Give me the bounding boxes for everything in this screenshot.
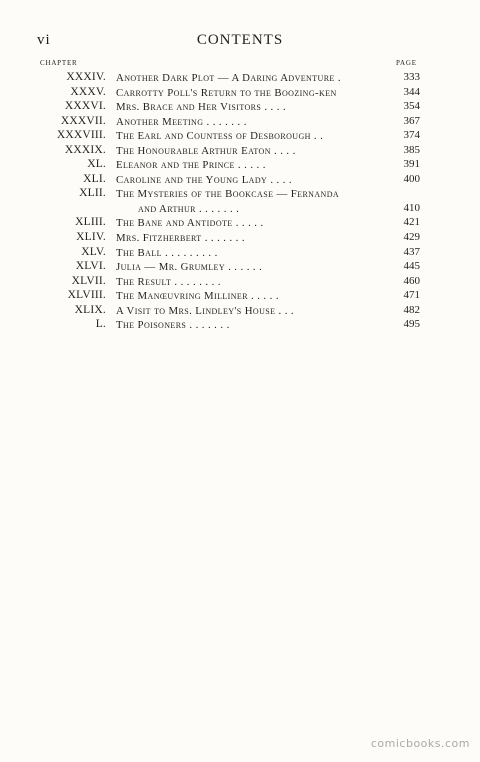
toc-entry [0,289,480,304]
toc-entry [0,115,480,130]
toc-entry [0,71,480,86]
page-ref: 367 [403,114,420,127]
chapter-title: The Ball . . . . . . . . . [116,246,218,259]
toc-entry [0,187,480,216]
chapter-title-line-2: and Arthur . . . . . . . [138,202,240,215]
toc-entry [0,216,480,231]
chapter-number: XLI. [83,172,106,185]
page-ref: 344 [403,85,420,98]
chapter-title: Mrs. Brace and Her Visitors . . . . [116,101,287,114]
chapter-number: XLVIII. [67,289,106,302]
toc-entry [0,318,480,333]
page-ref: 429 [403,231,420,244]
page-ref: 460 [403,274,420,287]
chapter-number: XXXVIII. [56,129,106,142]
page-ref: 333 [403,71,420,83]
page-ref: 391 [403,158,420,171]
chapter-number: XLVI. [75,260,106,273]
page-ref: 445 [403,260,420,273]
chapter-number: XLVII. [71,274,106,287]
page-number: vi [37,32,51,48]
chapter-title: Another Dark Plot — A Daring Adventure . [116,72,341,84]
chapter-number: XLIV. [76,231,106,244]
chapter-title: Mrs. Fitzherbert . . . . . . . [116,232,245,245]
chapter-column-label: CHAPTER [40,59,78,67]
chapter-title: Carrotty Poll's Return to the Boozing-ken [116,86,337,99]
chapter-title: The Result . . . . . . . . [116,275,221,288]
toc-entry [0,158,480,173]
page-ref: 410 [403,201,420,214]
page-ref: 482 [403,303,420,316]
toc-entry [0,173,480,188]
chapter-title: Julia — Mr. Grumley . . . . . . [116,261,263,274]
toc-entry [0,86,480,101]
chapter-title [116,187,388,216]
chapter-title: The Poisoners . . . . . . . [116,319,230,332]
chapter-number: L. [95,318,106,331]
toc-entry [0,129,480,144]
page-ref: 437 [403,245,420,258]
chapter-number: XXXV. [70,85,106,98]
chapter-title: Another Meeting . . . . . . . [116,115,247,128]
chapter-number: XL. [87,158,106,171]
toc-entry [0,275,480,290]
running-head: CONTENTS [196,32,284,48]
table-of-contents [0,71,480,333]
chapter-title: The Honourable Arthur Eaton . . . . [116,144,296,157]
page-ref: 374 [403,129,420,142]
chapter-number: XXXVII. [60,114,106,127]
chapter-title: The Bane and Antidote . . . . . [116,217,264,230]
page-ref: 385 [403,143,420,156]
toc-entry [0,100,480,115]
chapter-number: XXXIX. [64,143,106,156]
chapter-title: A Visit to Mrs. Lindley's House . . . [116,304,295,317]
page-ref: 471 [403,289,420,302]
chapter-number: XLIII. [75,216,106,229]
page-ref: 421 [403,216,420,229]
chapter-title-line-1: The Mysteries of the Bookcase — Fernanda [116,188,340,201]
toc-entry [0,260,480,275]
chapter-number: XXXVI. [64,100,106,113]
toc-entry [0,144,480,159]
page-ref: 495 [403,318,420,331]
chapter-title: The Earl and Countess of Desborough . . [116,130,324,143]
toc-entry [0,304,480,319]
chapter-title: Eleanor and the Prince . . . . . [116,159,266,172]
chapter-title: Caroline and the Young Lady . . . . [116,173,293,186]
chapter-number: XLIX. [74,303,106,316]
chapter-number: XLII. [79,187,106,200]
page-column-label: PAGE [396,59,417,67]
chapter-number: XXXIV. [66,71,106,83]
watermark: comicbooks.com [370,737,470,750]
chapter-title: The Manœuvring Milliner . . . . . [116,290,279,303]
page-ref: 400 [403,172,420,185]
toc-entry [0,231,480,246]
chapter-number: XLV. [81,245,106,258]
toc-entry [0,246,480,261]
page-ref: 354 [403,100,420,113]
